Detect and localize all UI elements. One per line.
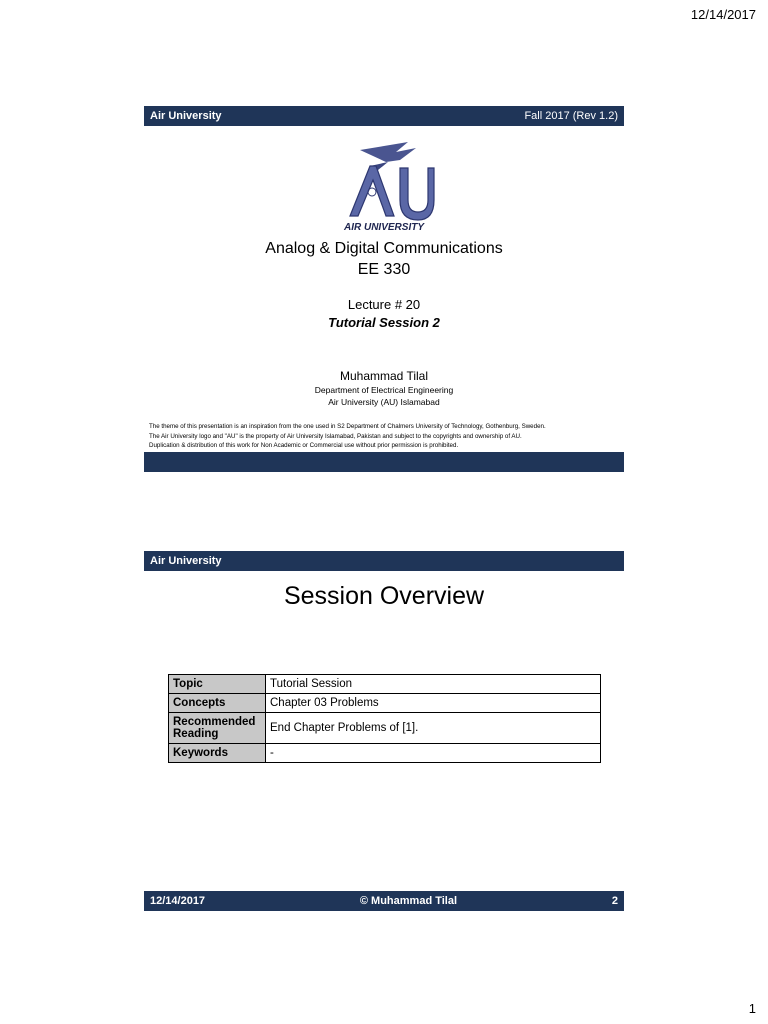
slide-header-right: Fall 2017 (Rev 1.2) (524, 110, 618, 122)
author-block (144, 368, 624, 408)
footer-slide-number: 2 (611, 895, 618, 907)
table-value: Chapter 03 Problems (266, 694, 601, 713)
table-value: Tutorial Session (266, 675, 601, 694)
lecture-number: Lecture # 20 (347, 297, 421, 312)
disclaimer-line: The Air University logo and "AU" is the property of Air University Islamabad, Pakistan and subject to the copyrights and ownership of AU. (149, 432, 522, 440)
slide-bottom-bar (144, 452, 624, 472)
table-key: Recommended Reading (169, 713, 266, 744)
author-name: Muhammad Tilal (339, 369, 429, 383)
slide-header-bar (144, 551, 624, 571)
title-slide (144, 106, 624, 472)
table-row (169, 694, 601, 713)
overview-table (168, 674, 601, 763)
air-university-logo (330, 140, 438, 232)
disclaimer (149, 422, 619, 451)
disclaimer-line: Duplication & distribution of this work for Non Academic or Commercial use without prior permission is prohibited. (149, 442, 459, 450)
slide-header-left: Air University (150, 110, 222, 122)
overview-slide (144, 551, 624, 911)
slide-header-bar (144, 106, 624, 126)
course-title: Analog & Digital Communications (265, 240, 503, 257)
table-row (169, 744, 601, 763)
author-department: Department of Electrical Engineering (314, 385, 454, 395)
page-date: 12/14/2017 (690, 7, 756, 22)
table-value: - (266, 744, 601, 763)
table-row (169, 713, 601, 744)
table-row (169, 675, 601, 694)
disclaimer-line: The theme of this presentation is an inspiration from the one used in S2 Department of Chalmers University of Technology, Gothenburg, Sweden. (149, 423, 546, 430)
slide-footer-bar (144, 891, 624, 911)
table-value: End Chapter Problems of [1]. (266, 713, 601, 744)
table-key: Keywords (169, 744, 266, 763)
slide-header-left: Air University (150, 555, 222, 567)
course-code: EE 330 (357, 261, 411, 278)
author-institution: Air University (AU) Islamabad (328, 397, 440, 407)
footer-copyright: © Muhammad Tilal (359, 895, 458, 907)
table-key: Topic (169, 675, 266, 694)
lecture-block (144, 296, 624, 332)
footer-date: 12/14/2017 (150, 895, 206, 907)
table-key: Concepts (169, 694, 266, 713)
page-number: 1 (748, 1001, 756, 1016)
title-block (144, 238, 624, 280)
slide-title: Session Overview (283, 582, 485, 610)
lecture-subtitle: Tutorial Session 2 (328, 315, 440, 330)
logo-text: AIR UNIVERSITY (343, 222, 425, 232)
